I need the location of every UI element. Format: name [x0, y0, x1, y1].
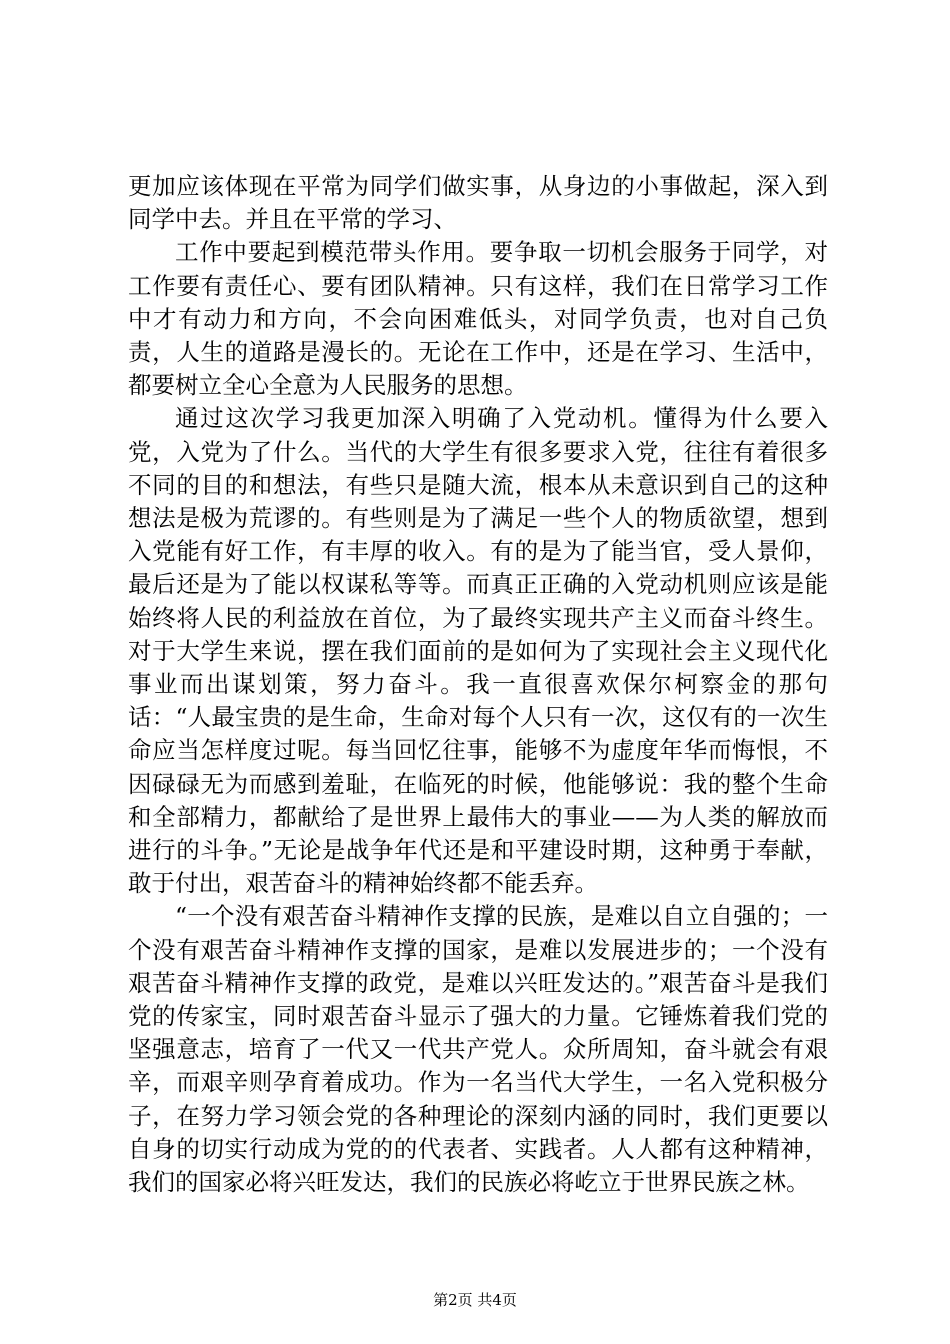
page-footer: 第2页 共4页 — [433, 1291, 517, 1309]
paragraph-2: 工作中要起到模范带头作用。要争取一切机会服务于同学，对工作要有责任心、要有团队精神。只有这样，我们在日常学习工作中才有动力和方向，不会向困难低头，对同学负责，也对自己负责，人生的道路是漫长的。无论在工作中，还是在学习、生活中，都要树立全心全意为人民服务的思想。 — [128, 238, 828, 400]
body-text — [128, 170, 828, 1199]
paragraph-1: 更加应该体现在平常为同学们做实事，从身边的小事做起，深入到同学中去。并且在平常的学习、 — [128, 172, 828, 234]
paragraph-3: 通过这次学习我更加深入明确了入党动机。懂得为什么要入党，入党为了什么。当代的大学生有很多要求入党，往往有着很多不同的目的和想法，有些只是随大流，根本从未意识到自己的这种想法是极为荒谬的。有些则是为了满足一些个人的物质欲望，想到入党能有好工作，有丰厚的收入。有的是为了能当官，受人景仰，最后还是为了能以权谋私等等。而真正正确的入党动机则应该是能始终将人民的利益放在首位，为了最终实现共产主义而奋斗终生。对于大学生来说，摆在我们面前的是如何为了实现社会主义现代化事业而出谋划策，努力奋斗。我一直很喜欢保尔柯察金的那句话：“人最宝贵的是生命，生命对每个人只有一次，这仅有的一次生命应当怎样度过呢。每当回忆往事，能够不为虚度年华而悔恨，不因碌碌无为而感到羞耻，在临死的时候，他能够说：我的整个生命和全部精力，都献给了是世界上最伟大的事业——为人类的解放而进行的斗争。”无论是战争年代还是和平建设时期，这种勇于奉献，敢于付出，艰苦奋斗的精神始终都不能丢弃。 — [128, 404, 828, 898]
paragraph-4: “一个没有艰苦奋斗精神作支撑的民族，是难以自立自强的；一个没有艰苦奋斗精神作支撑的国家，是难以发展进步的；一个没有艰苦奋斗精神作支撑的政党，是难以兴旺发达的。”艰苦奋斗是我们党的传家宝，同时艰苦奋斗显示了强大的力量。它锤炼着我们党的坚强意志，培育了一代又一代共产党人。众所周知，奋斗就会有艰辛，而艰辛则孕育着成功。作为一名当代大学生，一名入党积极分子，在努力学习领会党的各种理论的深刻内涵的同时，我们更要以自身的切实行动成为党的的代表者、实践者。人人都有这种精神，我们的国家必将兴旺发达，我们的民族必将屹立于世界民族之林。 — [128, 902, 828, 1197]
